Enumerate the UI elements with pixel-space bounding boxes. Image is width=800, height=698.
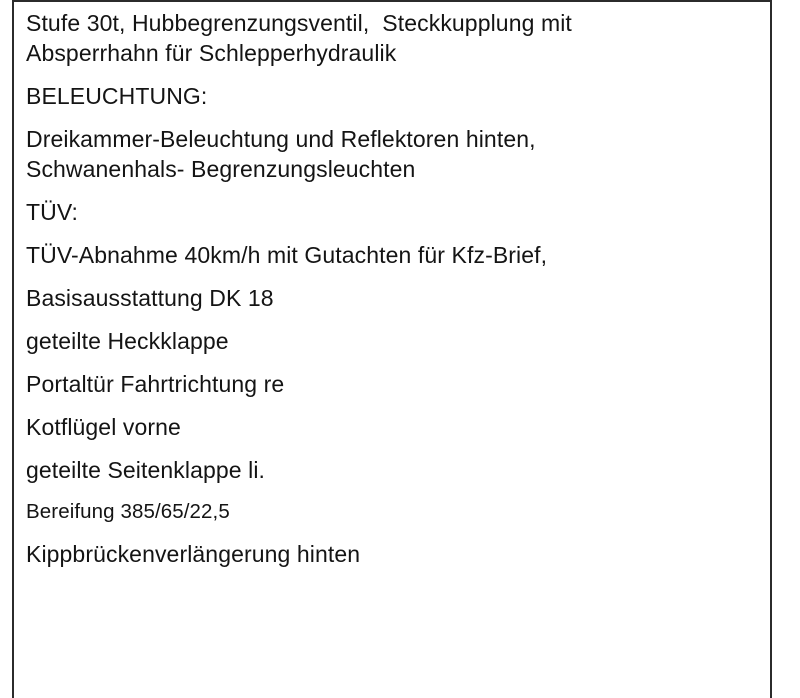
text-line: Basisausstattung DK 18 [26,285,274,311]
spec-block-heckklappe [26,326,756,356]
text-line: TÜV: [26,199,78,225]
text-line: Portaltür Fahrtrichtung re [26,371,285,397]
document-body [26,8,756,698]
page-border-right [770,0,772,698]
heading-beleuchtung [26,81,756,111]
page-border-top [12,0,772,2]
text-line: BELEUCHTUNG: [26,83,208,109]
spec-block-ausstattung [26,8,756,68]
text-line: Bereifung 385/65/22,5 [26,500,230,523]
page-border-left [12,0,14,698]
spec-block-seitenklappe [26,455,756,485]
spec-block-tuev [26,240,756,270]
text-line: Stufe 30t, Hubbegrenzungsventil, Steckkupplung mit [26,10,572,36]
text-line: Kippbrückenverlängerung hinten [26,541,361,567]
text-line: TÜV-Abnahme 40km/h mit Gutachten für Kfz-Brief, [26,242,548,268]
spec-block-basisausstattung [26,283,756,313]
spec-block-kippbruecke [26,539,756,569]
text-line: Dreikammer-Beleuchtung und Reflektoren hinten, [26,126,536,152]
spec-block-beleuchtung [26,124,756,184]
text-line: geteilte Seitenklappe li. [26,457,266,483]
text-line: Absperrhahn für Schlepperhydraulik [26,40,397,66]
text-line: geteilte Heckklappe [26,328,229,354]
text-line: Kotflügel vorne [26,414,181,440]
spec-block-kotfluegel [26,412,756,442]
spec-block-bereifung [26,498,756,526]
spec-block-portaltuer [26,369,756,399]
heading-tuev [26,197,756,227]
text-line: Schwanenhals- Begrenzungsleuchten [26,156,416,182]
